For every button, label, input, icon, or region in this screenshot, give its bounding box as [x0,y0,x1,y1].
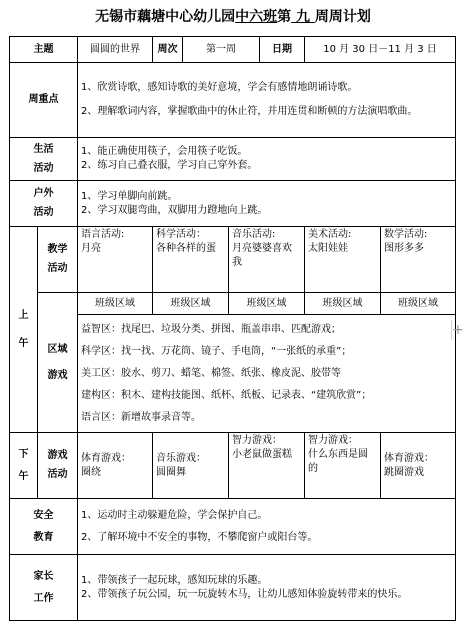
area-head: 班级区域 [153,293,229,315]
safety-content [78,499,456,555]
game-label: 游戏 活动 [38,433,78,499]
focus-content [78,63,456,138]
focus-line-1: 1、欣赏诗歌，感知诗歌的美好意境，学会有感情地朗诵诗歌。 [81,82,358,93]
safety-line-2: 2、了解环境中不安全的事物，不攀爬窗户或阳台等。 [81,531,318,543]
add-icon[interactable]: + [452,322,464,338]
safety-line-1: 1、运动时主动躲避危险，学会保护自己。 [81,509,268,521]
parents-row [10,555,456,621]
area-item: 益智区：找尾巴、垃圾分类、拼图、瓶盖串串、匹配游戏； [81,323,341,335]
morning-teaching-row [10,227,456,293]
afternoon-game: 智力游戏： 小老鼠做蛋糕 [229,433,305,499]
class-name: 中六班 [235,9,278,25]
afternoon-label: 下 午 [10,433,38,499]
area-heads-row [10,293,456,315]
focus-line-2: 2、理解歌词内容，掌握歌曲中的休止符，并用连贯和断顿的方法演唱歌曲。 [81,106,418,117]
area-label: 区域 游戏 [38,293,78,433]
title-suffix: 周周计划 [314,9,371,25]
week-number: 九 [296,9,310,25]
page-title [0,0,466,34]
header-row [10,37,456,63]
outdoor-row [10,181,456,227]
life-content [78,138,456,181]
morning-label: 上 午 [10,227,38,433]
area-head: 班级区域 [78,293,153,315]
area-head: 班级区域 [381,293,456,315]
safety-label: 安全 教育 [10,499,78,555]
week-value: 第一周 [183,37,260,63]
afternoon-game: 体育游戏： 圈绕 [78,433,153,499]
date-label: 日期 [260,37,305,63]
week-prefix: 第 [277,9,292,25]
afternoon-row [10,433,456,499]
outdoor-line-2: 2、学习双腿弯曲，双脚用力蹬地向上跳。 [81,204,268,216]
parents-line-1: 1、带领孩子一起玩球，感知玩球的乐趣。 [81,574,268,586]
date-value: 10 月 30 日－11 月 3 日 [305,37,456,63]
theme-value: 圆圆的世界 [78,37,153,63]
parents-line-2: 2、带领孩子玩公园，玩一玩旋转木马，让幼儿感知体验旋转带来的快乐。 [81,588,408,600]
afternoon-game: 体育游戏： 跳圈游戏 [381,433,456,499]
teaching-activity: 语言活动: 月亮 [78,227,153,293]
school-name: 无锡市藕塘中心幼儿园 [95,9,236,25]
week-label: 周次 [153,37,183,63]
parents-label: 家长 工作 [10,555,78,621]
area-head: 班级区域 [305,293,381,315]
outdoor-line-1: 1、学习单脚向前跳。 [81,190,178,202]
area-item: 科学区：找一找、万花筒、镜子、手电筒，“一张纸的承重”； [81,345,352,357]
area-head: 班级区域 [229,293,305,315]
focus-label: 周重点 [10,63,78,138]
parents-content [78,555,456,621]
area-item: 语言区：新增故事录音等。 [81,411,201,423]
theme-label: 主题 [10,37,78,63]
teaching-activity: 音乐活动: 月亮婆婆喜欢我 [229,227,305,293]
life-line-1: 1、能正确使用筷子，会用筷子吃饭。 [81,146,248,157]
outdoor-label: 户外 活动 [10,181,78,227]
area-list [78,315,456,433]
outdoor-content [78,181,456,227]
life-row [10,138,456,181]
weekly-plan-table [9,36,456,621]
afternoon-game: 音乐游戏： 圆圈舞 [153,433,229,499]
teaching-label: 教学 活动 [38,227,78,293]
life-label: 生活 活动 [10,138,78,181]
life-line-2: 2、练习自己叠衣服，学习自己穿外套。 [81,160,258,171]
area-item: 建构区：积木、建构技能图、纸杯、纸板、记录表、“建筑欣赏”； [81,389,372,401]
teaching-activity: 美术活动: 太阳娃娃 [305,227,381,293]
area-item: 美工区：胶水、剪刀、蜡笔、棉签、纸张、橡皮泥、胶带等 [81,367,341,379]
teaching-activity: 数学活动: 图形多多 [381,227,456,293]
focus-row [10,63,456,138]
teaching-activity: 科学活动： 各种各样的蛋 [153,227,229,293]
safety-row [10,499,456,555]
afternoon-game: 智力游戏： 什么东西是圆的 [305,433,381,499]
